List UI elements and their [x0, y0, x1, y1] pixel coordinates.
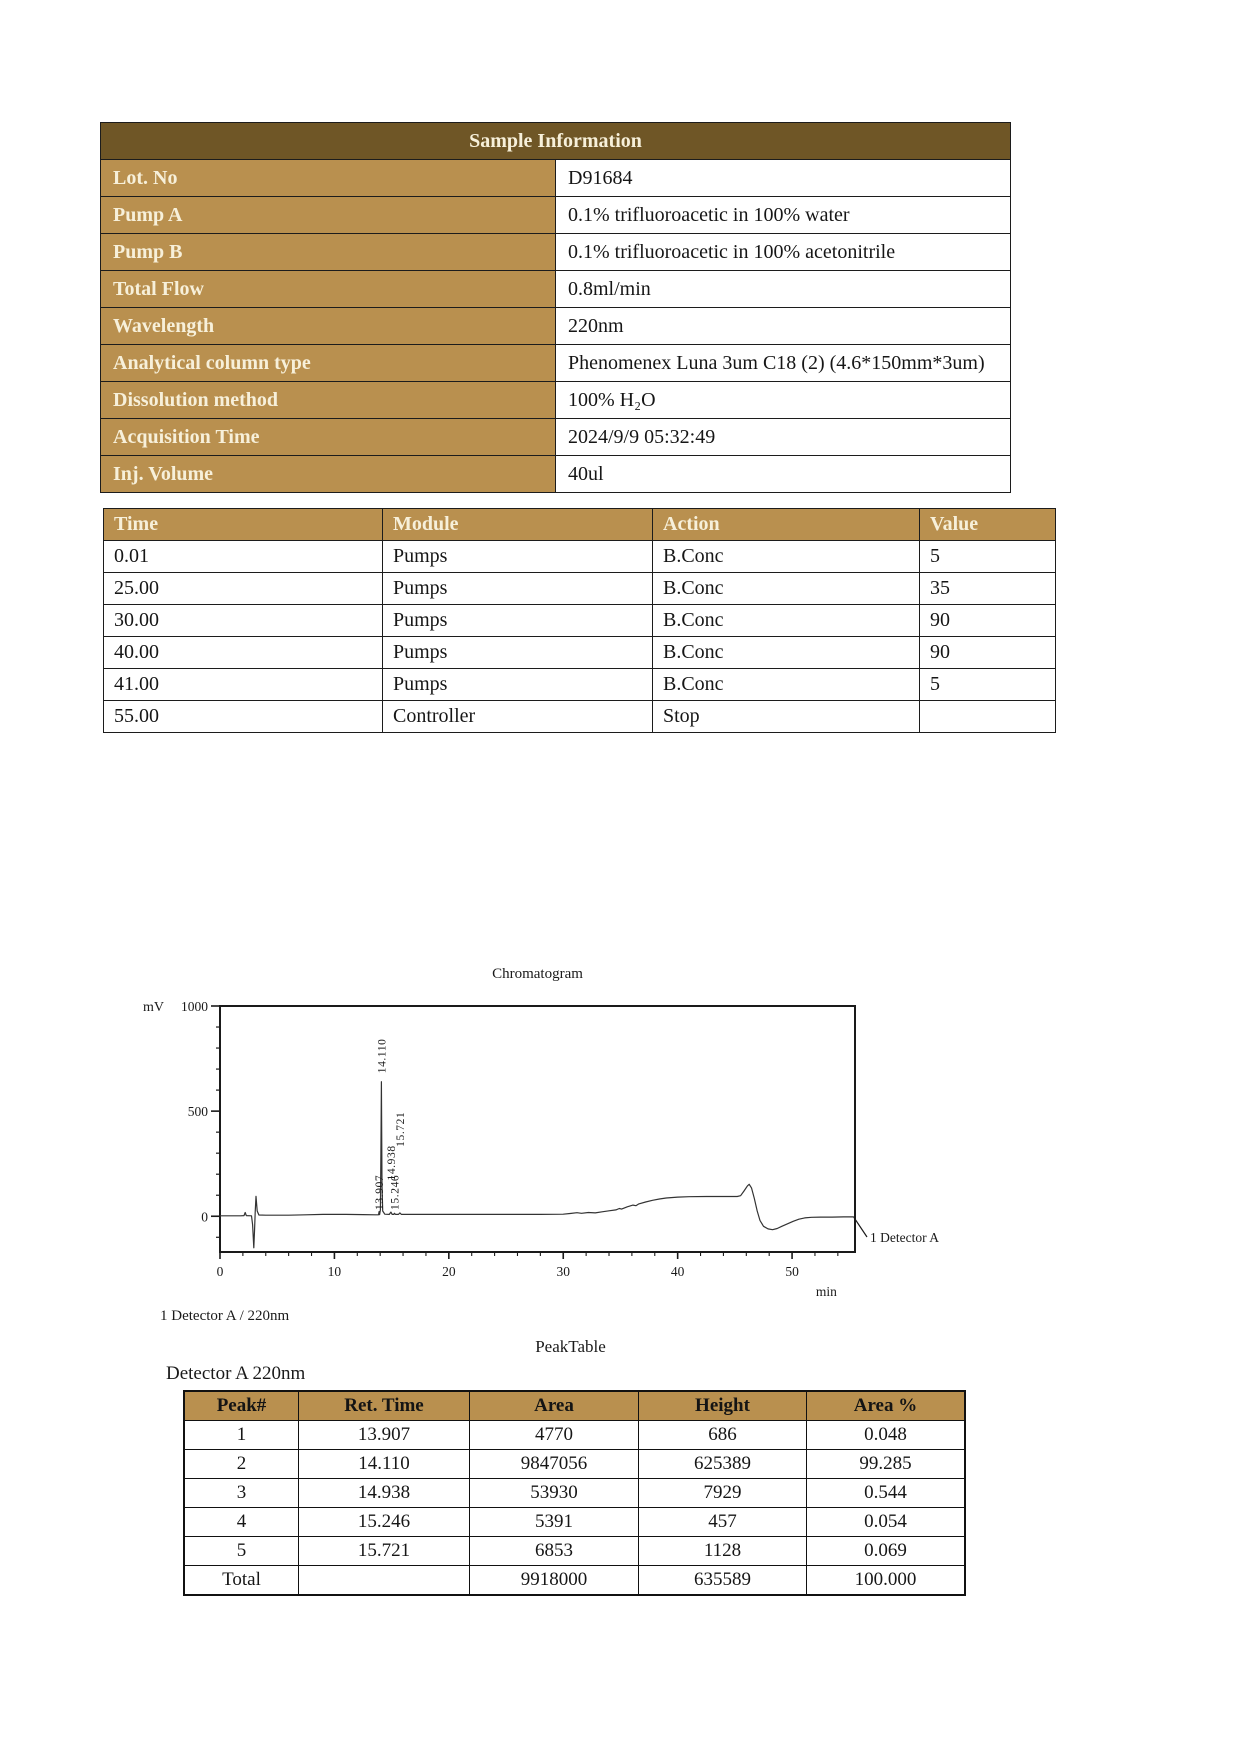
- peak-cell: 0.048: [807, 1421, 966, 1450]
- peak-cell: 0.069: [807, 1537, 966, 1566]
- peak-cell: 14.938: [299, 1479, 470, 1508]
- program-cell: Pumps: [383, 637, 653, 669]
- peak-cell: [299, 1566, 470, 1596]
- table-row: [101, 382, 1011, 419]
- table-row: [101, 345, 1011, 382]
- program-cell: Pumps: [383, 605, 653, 637]
- sample-info-label: Pump A: [101, 197, 556, 234]
- program-column-header: Action: [653, 509, 920, 541]
- peak-column-header: Area: [470, 1391, 639, 1421]
- sample-info-value: 0.1% trifluoroacetic in 100% water: [556, 197, 1011, 234]
- chart-title: Chromatogram: [492, 966, 583, 982]
- peak-retention-label: 15.721: [395, 1111, 408, 1147]
- program-cell: 40.00: [104, 637, 383, 669]
- sample-info-label: Analytical column type: [101, 345, 556, 382]
- peak-cell: 4: [184, 1508, 299, 1537]
- y-axis-label: mV: [143, 1000, 164, 1015]
- table-row: [104, 541, 1056, 573]
- program-cell: B.Conc: [653, 605, 920, 637]
- x-tick-label: 30: [556, 1264, 570, 1279]
- peak-cell: 0.544: [807, 1479, 966, 1508]
- peak-cell: 625389: [639, 1450, 807, 1479]
- x-axis-unit-label: min: [815, 1284, 837, 1299]
- peak-table: [183, 1390, 966, 1596]
- program-cell: Pumps: [383, 573, 653, 605]
- program-cell: Controller: [383, 701, 653, 733]
- program-cell: 0.01: [104, 541, 383, 573]
- table-row: [101, 197, 1011, 234]
- table-row: [101, 271, 1011, 308]
- sample-info-label: Wavelength: [101, 308, 556, 345]
- sample-info-value: 0.8ml/min: [556, 271, 1011, 308]
- table-row: [104, 669, 1056, 701]
- y-tick-label: 500: [187, 1104, 208, 1120]
- peak-table-title: PeakTable: [535, 1337, 606, 1356]
- program-cell: B.Conc: [653, 669, 920, 701]
- table-row: [184, 1479, 965, 1508]
- x-tick-label: 10: [327, 1264, 342, 1279]
- peak-column-header: Ret. Time: [299, 1391, 470, 1421]
- sample-info-value: 220nm: [556, 308, 1011, 345]
- program-cell: 5: [920, 669, 1056, 701]
- peak-retention-label: 14.938: [386, 1145, 399, 1181]
- sample-information-table: [100, 122, 1011, 493]
- peak-cell: 1: [184, 1421, 299, 1450]
- peak-cell: 14.110: [299, 1450, 470, 1479]
- chromatogram-trace: [220, 1082, 854, 1248]
- sample-info-label: Lot. No: [101, 160, 556, 197]
- x-tick-label: 20: [442, 1264, 456, 1279]
- program-cell: 55.00: [104, 701, 383, 733]
- peak-cell: 7929: [639, 1479, 807, 1508]
- y-tick-label: 1000: [181, 999, 208, 1014]
- peak-cell: 6853: [470, 1537, 639, 1566]
- sample-info-value: 100% H₂O: [556, 382, 1011, 419]
- peak-cell: 2: [184, 1450, 299, 1479]
- detector-channel-caption: 1 Detector A / 220nm: [160, 1308, 290, 1324]
- program-cell: 5: [920, 541, 1056, 573]
- peak-cell: 15.246: [299, 1508, 470, 1537]
- peak-cell: 53930: [470, 1479, 639, 1508]
- peak-cell: 5: [184, 1537, 299, 1566]
- peak-cell: 1128: [639, 1537, 807, 1566]
- table-row: [101, 123, 1011, 160]
- table-row: [184, 1566, 965, 1596]
- program-cell: 41.00: [104, 669, 383, 701]
- peak-column-header: Peak#: [184, 1391, 299, 1421]
- peak-retention-label: 13.907: [374, 1174, 387, 1210]
- x-tick-label: 40: [670, 1264, 685, 1279]
- table-row: [184, 1450, 965, 1479]
- y-tick-label: 0: [201, 1209, 208, 1225]
- peak-cell: 15.721: [299, 1537, 470, 1566]
- program-cell: 25.00: [104, 573, 383, 605]
- peak-retention-label: 14.110: [376, 1038, 389, 1074]
- peak-column-header: Area %: [807, 1391, 966, 1421]
- table-row: [184, 1421, 965, 1450]
- peak-cell: 9847056: [470, 1450, 639, 1479]
- program-column-header: Time: [104, 509, 383, 541]
- peak-cell: 5391: [470, 1508, 639, 1537]
- table-row: [104, 605, 1056, 637]
- sample-info-label: Pump B: [101, 234, 556, 271]
- chromatogram-svg: [140, 952, 1040, 1304]
- table-row: [184, 1508, 965, 1537]
- program-cell: 90: [920, 637, 1056, 669]
- table-row: [184, 1537, 965, 1566]
- table-header-row: [184, 1391, 965, 1421]
- peak-retention-label: 15.246: [389, 1174, 402, 1210]
- sample-info-label: Inj. Volume: [101, 456, 556, 493]
- program-cell: 35: [920, 573, 1056, 605]
- program-column-header: Module: [383, 509, 653, 541]
- peak-cell: 100.000: [807, 1566, 966, 1596]
- sample-info-value: Phenomenex Luna 3um C18 (2) (4.6*150mm*3um): [556, 345, 1011, 382]
- peak-cell: 99.285: [807, 1450, 966, 1479]
- program-cell: Stop: [653, 701, 920, 733]
- legend-label: 1 Detector A: [870, 1230, 939, 1245]
- program-cell: Pumps: [383, 541, 653, 573]
- peak-cell: 635589: [639, 1566, 807, 1596]
- program-cell: B.Conc: [653, 573, 920, 605]
- table-row: [101, 308, 1011, 345]
- program-column-header: Value: [920, 509, 1056, 541]
- table-header-row: [104, 509, 1056, 541]
- sample-info-label: Total Flow: [101, 271, 556, 308]
- gradient-program-table: [103, 508, 1056, 733]
- program-cell: 30.00: [104, 605, 383, 637]
- peak-cell: 4770: [470, 1421, 639, 1450]
- program-cell: B.Conc: [653, 541, 920, 573]
- peak-column-header: Height: [639, 1391, 807, 1421]
- table-row: [104, 573, 1056, 605]
- peak-cell: 9918000: [470, 1566, 639, 1596]
- program-cell: 90: [920, 605, 1056, 637]
- sample-info-label: Dissolution method: [101, 382, 556, 419]
- program-cell: B.Conc: [653, 637, 920, 669]
- peak-cell: 457: [639, 1508, 807, 1537]
- program-cell: Pumps: [383, 669, 653, 701]
- sample-information-title: Sample Information: [101, 123, 1011, 160]
- table-row: [104, 701, 1056, 733]
- x-tick-label: 0: [216, 1264, 224, 1279]
- table-row: [101, 419, 1011, 456]
- table-row: [101, 160, 1011, 197]
- table-row: [101, 234, 1011, 271]
- sample-info-value: 40ul: [556, 456, 1011, 493]
- peak-cell: 0.054: [807, 1508, 966, 1537]
- table-row: [104, 637, 1056, 669]
- program-cell: [920, 701, 1056, 733]
- peak-cell: 3: [184, 1479, 299, 1508]
- sample-info-value: 2024/9/9 05:32:49: [556, 419, 1011, 456]
- peak-cell: 13.907: [299, 1421, 470, 1450]
- peak-table-subtitle: Detector A 220nm: [166, 1363, 306, 1384]
- sample-info-value: D91684: [556, 160, 1011, 197]
- x-tick-label: 50: [785, 1264, 799, 1279]
- chromatogram-chart: [140, 952, 1040, 1304]
- table-row: [101, 456, 1011, 493]
- sample-info-label: Acquisition Time: [101, 419, 556, 456]
- peak-cell: Total: [184, 1566, 299, 1596]
- peak-cell: 686: [639, 1421, 807, 1450]
- sample-info-value: 0.1% trifluoroacetic in 100% acetonitrile: [556, 234, 1011, 271]
